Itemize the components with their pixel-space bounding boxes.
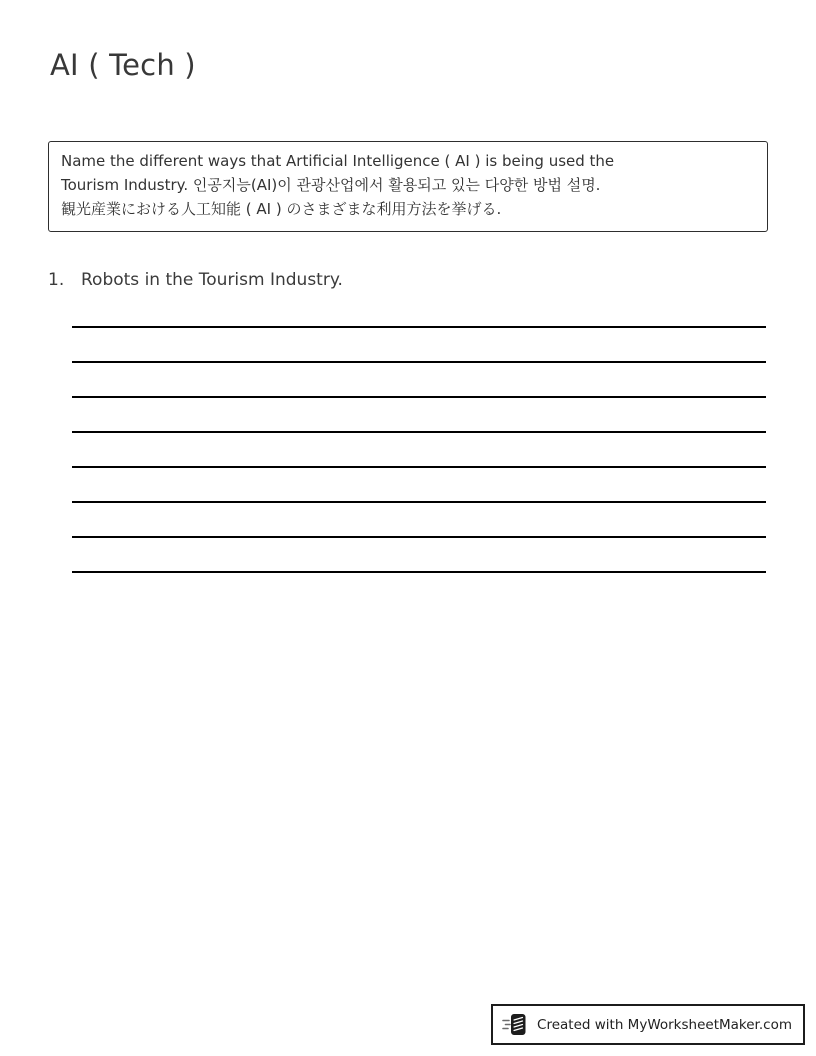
flying-worksheet-icon (502, 1011, 529, 1038)
answer-line (72, 536, 766, 538)
answer-line (72, 396, 766, 398)
page-title: AI ( Tech ) (50, 48, 196, 82)
question-item-1 (48, 270, 343, 290)
instruction-text-line-2: Tourism Industry. 인공지능(AI)이 관광산업에서 활용되고 있는 다양한 방법 설명. (61, 176, 601, 194)
answer-lines-area (72, 326, 766, 606)
answer-line (72, 361, 766, 363)
credit-text: Created with MyWorksheetMaker.com (537, 1016, 792, 1033)
answer-line (72, 571, 766, 573)
answer-line (72, 431, 766, 433)
instruction-box (48, 141, 768, 232)
instruction-text-line-3: 観光産業における人工知能 ( AI ) のさまざまな利用方法を挙げる. (61, 200, 502, 218)
question-text: Robots in the Tourism Industry. (81, 270, 343, 290)
credit-badge (491, 1004, 805, 1045)
answer-line (72, 326, 766, 328)
answer-line (72, 466, 766, 468)
question-number: 1. (48, 270, 65, 290)
answer-line (72, 501, 766, 503)
instruction-text-line-1: Name the different ways that Artificial Intelligence ( AI ) is being used the (61, 152, 615, 170)
